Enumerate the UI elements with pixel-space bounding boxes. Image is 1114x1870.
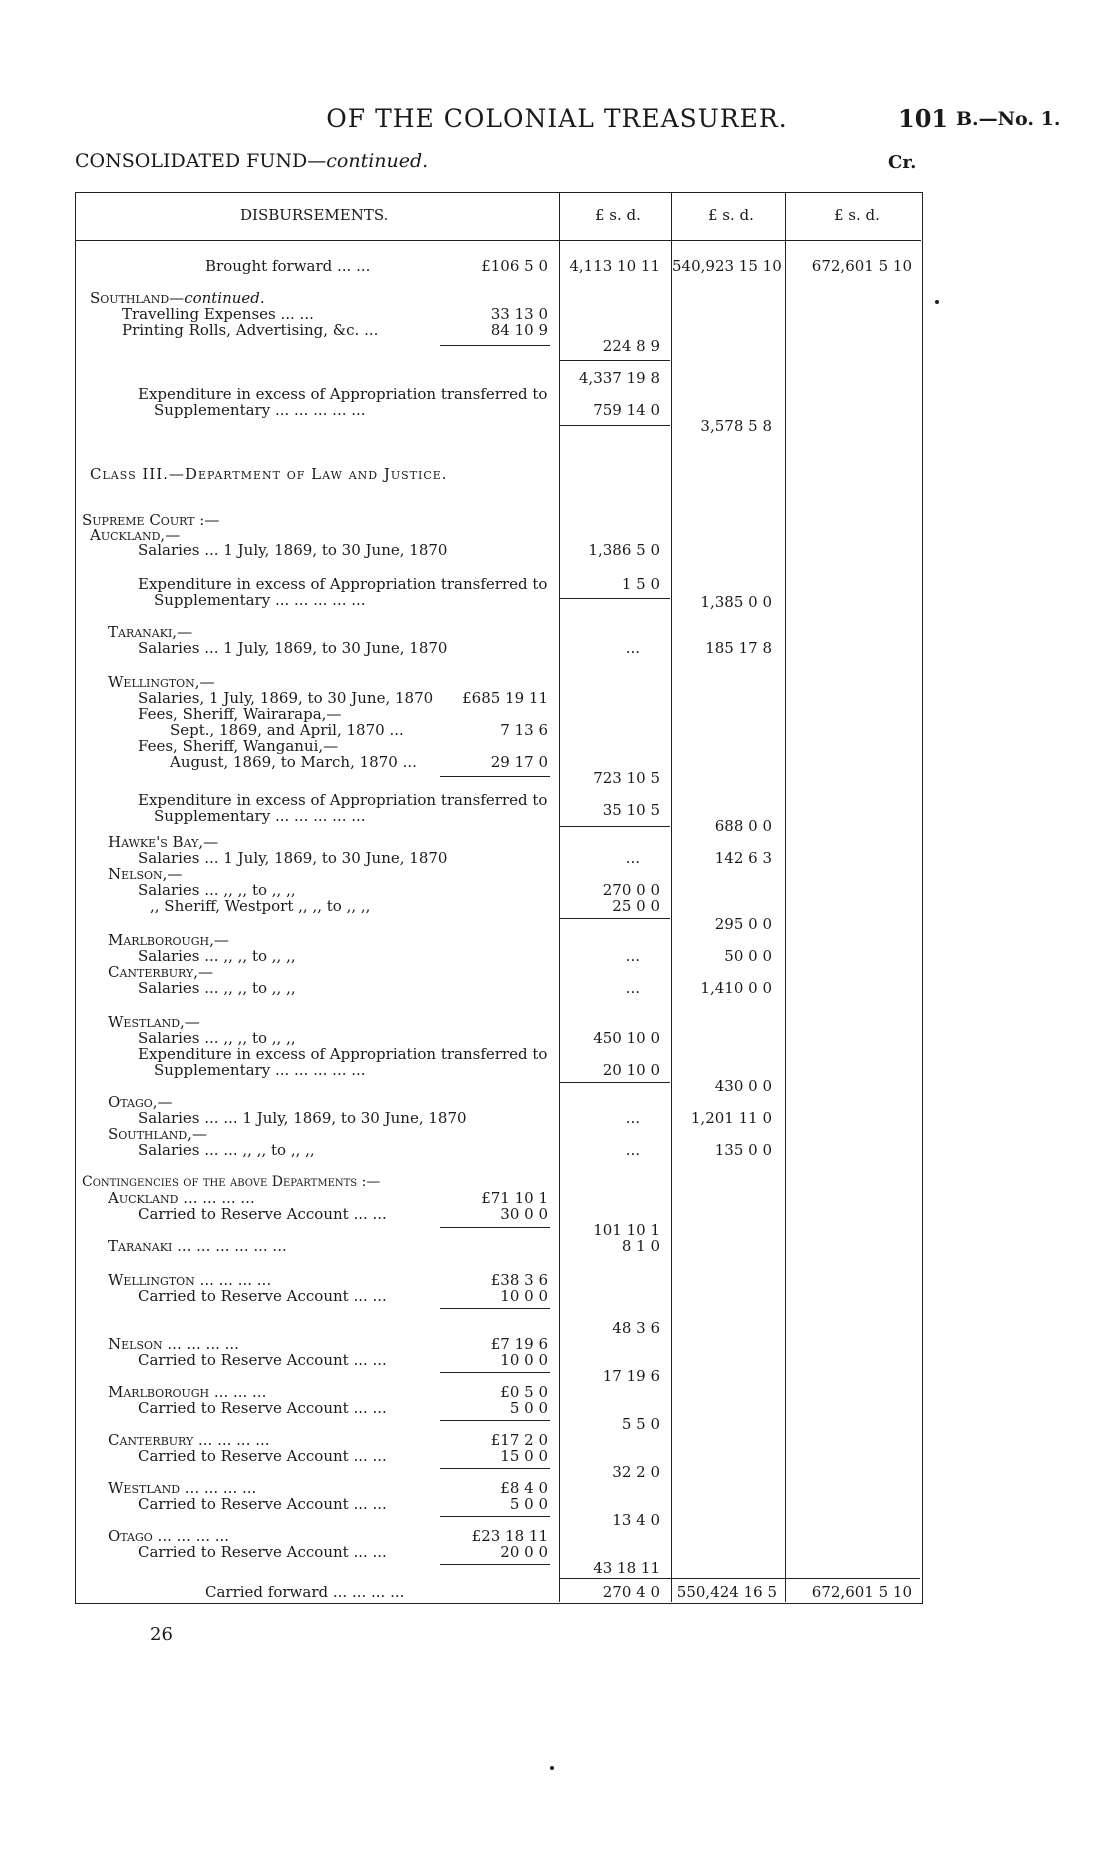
cont-nelson-amount: £7 19 6 — [490, 1335, 548, 1353]
wellington-fees-1-amount: 7 13 6 — [500, 721, 548, 739]
marlborough-salaries: Salaries ... ,, ,, to ,, ,, — [138, 947, 296, 965]
footer-page-number: 26 — [150, 1624, 173, 1645]
nelson-sheriff-amount: 25 0 0 — [612, 897, 660, 915]
supreme-court-heading: Supreme Court :— — [82, 511, 220, 529]
cont-marlborough-reserve-amount: 5 0 0 — [509, 1399, 548, 1417]
wellington-fees-2: Fees, Sheriff, Wanganui,— — [138, 737, 339, 755]
cont-wellington-total: 48 3 6 — [612, 1319, 660, 1337]
excess-amount-4: 20 10 0 — [602, 1061, 660, 1079]
taranaki-col1: ... — [625, 639, 640, 657]
cont-westland-reserve-amount: 5 0 0 — [509, 1495, 548, 1513]
southland-heading-2: Southland,— — [108, 1125, 207, 1143]
cont-otago-amount: £23 18 11 — [471, 1527, 548, 1545]
westland-salaries: Salaries ... ,, ,, to ,, ,, — [138, 1029, 296, 1047]
cont-nelson-reserve-amount: 10 0 0 — [500, 1351, 548, 1369]
brought-forward-label: Brought forward ... ... — [205, 257, 371, 275]
rule — [560, 826, 670, 827]
cont-westland: Westland ... ... ... ... — [108, 1479, 257, 1497]
otago-col1: ... — [625, 1109, 640, 1127]
rule — [440, 1516, 550, 1517]
southland-heading-text: Southland— — [90, 289, 185, 307]
wellington-total: 723 10 5 — [593, 769, 660, 787]
cont-wellington: Wellington ... ... ... ... — [108, 1271, 272, 1289]
otago-heading: Otago,— — [108, 1093, 173, 1111]
cont-wellington-reserve: Carried to Reserve Account ... ... — [138, 1287, 387, 1305]
auckland-heading: Auckland,— — [90, 526, 181, 544]
carried-forward-col2: 550,424 16 5 — [676, 1583, 777, 1601]
ink-speck — [935, 300, 939, 304]
document-ref: B.—No. 1. — [956, 108, 1061, 130]
nelson-salaries-amount: 270 0 0 — [602, 881, 660, 899]
marlborough-heading: Marlborough,— — [108, 931, 229, 949]
cont-otago-reserve: Carried to Reserve Account ... ... — [138, 1543, 387, 1561]
class-iii-heading: Class III.—Department of Law and Justice. — [90, 465, 448, 483]
westland-net: 430 0 0 — [714, 1077, 772, 1095]
excess-line-a: Expenditure in excess of Appropriation transferred to — [138, 1045, 548, 1063]
southland-col1: ... — [625, 1141, 640, 1159]
otago-salaries: Salaries ... ... 1 July, 1869, to 30 June, 1870 — [138, 1109, 467, 1127]
hawkes-bay-salaries: Salaries ... 1 July, 1869, to 30 June, 1870 — [138, 849, 448, 867]
travel-label: Travelling Expenses ... ... — [122, 305, 314, 323]
hawkes-bay-col2: 142 6 3 — [714, 849, 772, 867]
excess-line-b: Supplementary ... ... ... ... ... — [154, 401, 366, 419]
page-number: 101 — [898, 104, 949, 133]
rule — [440, 1564, 550, 1565]
rule — [440, 1420, 550, 1421]
wellington-fees-2-amount: 29 17 0 — [490, 753, 548, 771]
rule — [440, 1227, 550, 1228]
printing-label: Printing Rolls, Advertising, &c. ... — [122, 321, 379, 339]
southland-heading-cont: continued. — [184, 289, 265, 307]
excess-line-b: Supplementary ... ... ... ... ... — [154, 591, 366, 609]
cont-otago-total: 43 18 11 — [593, 1559, 660, 1577]
carried-forward-col3: 672,601 5 10 — [811, 1583, 912, 1601]
brought-forward-col3: 672,601 5 10 — [811, 257, 912, 275]
canterbury-col1: ... — [625, 979, 640, 997]
wellington-heading: Wellington,— — [108, 673, 215, 691]
cont-otago: Otago ... ... ... ... — [108, 1527, 230, 1545]
rule — [440, 776, 550, 777]
rule — [560, 425, 670, 426]
fund-title-text: CONSOLIDATED FUND— — [75, 150, 327, 172]
cont-canterbury-reserve-amount: 15 0 0 — [500, 1447, 548, 1465]
cont-nelson-total: 17 19 6 — [602, 1367, 660, 1385]
net-amount-1: 3,578 5 8 — [700, 417, 772, 435]
page-title: OF THE COLONIAL TREASURER. — [326, 104, 788, 133]
col-divider-3 — [785, 192, 786, 1602]
fund-title — [75, 150, 428, 172]
rule — [560, 1578, 920, 1579]
hawkes-bay-heading: Hawke's Bay,— — [108, 833, 219, 851]
header-rule — [75, 240, 921, 241]
subtotal-1: 4,337 19 8 — [578, 369, 660, 387]
excess-line-a: Expenditure in excess of Appropriation transferred to — [138, 791, 548, 809]
rule — [560, 918, 670, 919]
cont-taranaki: Taranaki ... ... ... ... ... ... — [108, 1237, 287, 1255]
column-header-1: £ s. d. — [595, 206, 641, 224]
carried-forward-col1: 270 4 0 — [602, 1583, 660, 1601]
column-header-2: £ s. d. — [708, 206, 754, 224]
cont-auckland-reserve-amount: 30 0 0 — [500, 1205, 548, 1223]
ink-speck — [550, 1766, 554, 1770]
taranaki-salaries: Salaries ... 1 July, 1869, to 30 June, 1870 — [138, 639, 448, 657]
cont-westland-total: 13 4 0 — [612, 1511, 660, 1529]
cont-marlborough: Marlborough ... ... ... — [108, 1383, 267, 1401]
brought-forward-col1: 4,113 10 11 — [569, 257, 660, 275]
wellington-salaries: Salaries, 1 July, 1869, to 30 June, 1870 — [138, 689, 434, 707]
nelson-salaries: Salaries ... ,, ,, to ,, ,, — [138, 881, 296, 899]
westland-heading: Westland,— — [108, 1013, 200, 1031]
wellington-salaries-amount: £685 19 11 — [462, 689, 548, 707]
excess-line-a: Expenditure in excess of Appropriation transferred to — [138, 385, 548, 403]
nelson-sheriff: ,, Sheriff, Westport ,, ,, to ,, ,, — [150, 897, 371, 915]
excess-amount-3: 35 10 5 — [602, 801, 660, 819]
cont-westland-reserve: Carried to Reserve Account ... ... — [138, 1495, 387, 1513]
rule — [440, 1372, 550, 1373]
cont-otago-reserve-amount: 20 0 0 — [500, 1543, 548, 1561]
cont-auckland-amount: £71 10 1 — [481, 1189, 548, 1207]
brought-forward-col2: 540,923 15 10 — [672, 257, 782, 275]
southland-heading — [90, 290, 265, 306]
auckland-salaries: Salaries ... 1 July, 1869, to 30 June, 1870 — [138, 541, 448, 559]
brought-forward-amount: £106 5 0 — [481, 257, 548, 275]
rule — [440, 345, 550, 346]
auckland-salaries-amount: 1,386 5 0 — [588, 541, 660, 559]
cont-nelson-reserve: Carried to Reserve Account ... ... — [138, 1351, 387, 1369]
contingencies-heading: Contingencies of the above Departments :— — [82, 1174, 381, 1190]
cont-canterbury-reserve: Carried to Reserve Account ... ... — [138, 1447, 387, 1465]
rule — [440, 1308, 550, 1309]
auckland-net: 1,385 0 0 — [700, 593, 772, 611]
cont-wellington-reserve-amount: 10 0 0 — [500, 1287, 548, 1305]
cont-auckland: Auckland ... ... ... ... — [108, 1189, 255, 1207]
fund-title-cont: continued. — [326, 150, 429, 172]
taranaki-heading: Taranaki,— — [108, 623, 193, 641]
disbursements-header: DISBURSEMENTS. — [240, 206, 389, 224]
hawkes-bay-col1: ... — [625, 849, 640, 867]
cont-auckland-total: 101 10 1 — [593, 1221, 660, 1239]
cont-canterbury: Canterbury ... ... ... ... — [108, 1431, 270, 1449]
rule — [560, 598, 670, 599]
cont-westland-amount: £8 4 0 — [500, 1479, 548, 1497]
marlborough-col1: ... — [625, 947, 640, 965]
cont-nelson: Nelson ... ... ... ... — [108, 1335, 239, 1353]
rule — [440, 1468, 550, 1469]
westland-salaries-amount: 450 10 0 — [593, 1029, 660, 1047]
excess-line-b: Supplementary ... ... ... ... ... — [154, 807, 366, 825]
wellington-fees-1: Fees, Sheriff, Wairarapa,— — [138, 705, 342, 723]
cont-marlborough-amount: £0 5 0 — [500, 1383, 548, 1401]
nelson-heading: Nelson,— — [108, 865, 183, 883]
printing-amount: 84 10 9 — [490, 321, 548, 339]
cont-canterbury-amount: £17 2 0 — [490, 1431, 548, 1449]
rule — [560, 360, 670, 361]
wellington-net: 688 0 0 — [714, 817, 772, 835]
canterbury-salaries: Salaries ... ,, ,, to ,, ,, — [138, 979, 296, 997]
southland-salaries: Salaries ... ... ,, ,, to ,, ,, — [138, 1141, 315, 1159]
southland-total: 224 8 9 — [602, 337, 660, 355]
taranaki-col2: 185 17 8 — [705, 639, 772, 657]
rule — [560, 1082, 670, 1083]
side-label: Cr. — [888, 152, 917, 173]
nelson-net: 295 0 0 — [714, 915, 772, 933]
canterbury-col2: 1,410 0 0 — [700, 979, 772, 997]
wellington-fees-2-period: August, 1869, to March, 1870 ... — [170, 753, 417, 771]
otago-col2: 1,201 11 0 — [690, 1109, 772, 1127]
col-divider-2 — [671, 192, 672, 1602]
excess-line-a: Expenditure in excess of Appropriation transferred to — [138, 575, 548, 593]
cont-marlborough-reserve: Carried to Reserve Account ... ... — [138, 1399, 387, 1417]
travel-amount: 33 13 0 — [490, 305, 548, 323]
column-header-3: £ s. d. — [834, 206, 880, 224]
excess-amount-2: 1 5 0 — [621, 575, 660, 593]
cont-canterbury-total: 32 2 0 — [612, 1463, 660, 1481]
cont-wellington-amount: £38 3 6 — [490, 1271, 548, 1289]
cont-auckland-reserve: Carried to Reserve Account ... ... — [138, 1205, 387, 1223]
southland-col2: 135 0 0 — [714, 1141, 772, 1159]
excess-amount-1: 759 14 0 — [593, 401, 660, 419]
cont-taranaki-total: 8 1 0 — [621, 1237, 660, 1255]
wellington-fees-1-period: Sept., 1869, and April, 1870 ... — [170, 721, 404, 739]
canterbury-heading: Canterbury,— — [108, 963, 214, 981]
carried-forward-label: Carried forward ... ... ... ... — [205, 1583, 405, 1601]
cont-marlborough-total: 5 5 0 — [621, 1415, 660, 1433]
excess-line-b: Supplementary ... ... ... ... ... — [154, 1061, 366, 1079]
marlborough-col2: 50 0 0 — [724, 947, 772, 965]
